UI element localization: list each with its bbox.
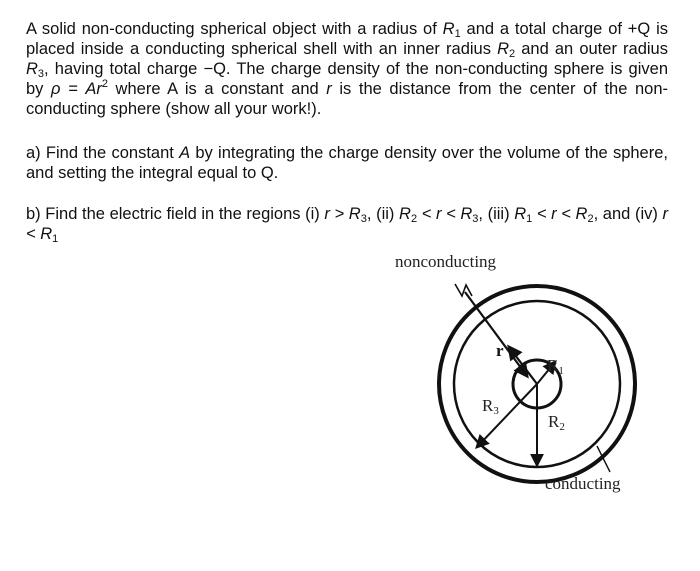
leader-squiggle (455, 284, 472, 296)
label-r2: $R_2$ (548, 412, 565, 433)
label-nonconducting: nonconducting (395, 252, 497, 271)
label-r3: $R_3$ (482, 396, 499, 417)
figure-label-r: r (496, 341, 504, 360)
part-a-question: a) Find the constant A by integrating the charge density over the volume of the sphere, and setting the integral equal to Q. (26, 144, 668, 182)
label-r1: $R_1$ (547, 356, 564, 377)
problem-statement: A solid non-conducting spherical object with a radius of $R_1$ and a total charge of +Q is placed inside a conducting spherical shell with an inner radius $R_2$ and an outer radius $R_3$, having total charge −Q. The charge density of the non-conducting sphere is given by $\rho = Ar^2$ where A is a constant and r is the distance from the center of the non-conducting sphere (show all your work!). (26, 20, 668, 118)
part-b-question: b) Find the electric field in the regions (i) $r > R_3$, (ii) $R_2 < r < R_3$, (iii) $R_1 < r < R_2$, and (iv) $r < R_1$ (26, 205, 668, 245)
label-conducting: conducting (545, 474, 621, 493)
leader-nonconducting (465, 292, 527, 376)
